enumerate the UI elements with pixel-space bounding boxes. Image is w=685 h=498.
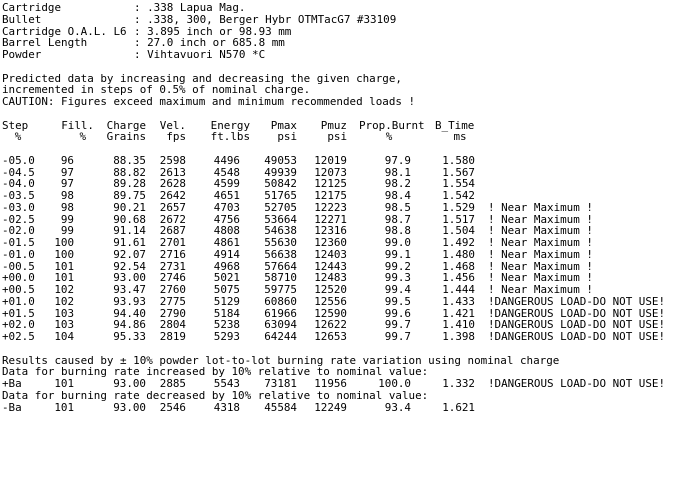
cell-charge: 95.33 bbox=[113, 330, 146, 343]
header-step: Step bbox=[2, 118, 29, 132]
info-value: : .338, 300, Berger Hybr OTMTacG7 #33109 bbox=[134, 12, 397, 26]
cell-charge: 88.35 bbox=[113, 153, 146, 167]
cell-energy: 5543 bbox=[213, 377, 240, 390]
cell-btime: 1.410 bbox=[442, 318, 475, 332]
cell-energy: 5184 bbox=[213, 306, 240, 320]
cell-vel: 2613 bbox=[159, 165, 186, 179]
cell-step: -00.5 bbox=[2, 259, 35, 273]
cell-fill: 102 bbox=[54, 294, 74, 308]
cell-energy: 5293 bbox=[213, 330, 240, 343]
cell-burnt: 99.2 bbox=[384, 259, 411, 273]
info-label: Barrel Length bbox=[2, 36, 88, 50]
blank-line bbox=[2, 61, 685, 73]
blank-line bbox=[2, 143, 685, 155]
cell-energy: 4861 bbox=[213, 236, 240, 249]
table-row bbox=[2, 155, 685, 167]
cell-step: -02.5 bbox=[2, 212, 35, 226]
info-label: Cartridge O.A.L. L6 bbox=[2, 24, 127, 38]
table-row bbox=[2, 331, 685, 343]
info-line bbox=[2, 37, 685, 49]
info-line bbox=[2, 49, 685, 61]
table-row bbox=[2, 296, 685, 308]
cell-btime: 1.542 bbox=[442, 189, 475, 202]
cell-charge: 90.21 bbox=[113, 200, 146, 214]
info-label: Cartridge bbox=[2, 1, 62, 14]
cell-burnt: 98.5 bbox=[384, 200, 411, 214]
unit-burnt: % bbox=[385, 130, 393, 144]
cell-vel: 2701 bbox=[159, 236, 186, 249]
cell-pmuz: 12316 bbox=[314, 224, 347, 238]
cell-note: !DANGEROUS LOAD-DO NOT USE! bbox=[488, 330, 666, 343]
blank-line bbox=[2, 108, 685, 120]
cell-btime: 1.456 bbox=[442, 271, 475, 285]
cell-btime: 1.421 bbox=[442, 306, 475, 320]
cell-burnt: 98.1 bbox=[384, 165, 411, 179]
cell-fill: 97 bbox=[60, 165, 74, 179]
cell-pmax: 61966 bbox=[264, 306, 297, 320]
cell-pmax: 51765 bbox=[264, 189, 297, 202]
cell-pmuz: 12223 bbox=[314, 200, 347, 214]
cell-charge: 91.14 bbox=[113, 224, 146, 238]
cell-energy: 5238 bbox=[213, 318, 240, 332]
cell-energy: 4496 bbox=[213, 153, 240, 167]
decreased-rate-table bbox=[2, 402, 685, 414]
cell-step: -01.5 bbox=[2, 236, 35, 249]
header-energy: Energy bbox=[210, 118, 250, 132]
blank-line bbox=[2, 343, 685, 355]
cell-pmuz: 12175 bbox=[314, 189, 347, 202]
cell-charge: 92.54 bbox=[113, 259, 146, 273]
table-row bbox=[2, 378, 685, 390]
cell-btime: 1.332 bbox=[442, 377, 475, 390]
unit-charge: Grains bbox=[106, 130, 146, 144]
info-line bbox=[2, 14, 685, 26]
info-value: : .338 Lapua Mag. bbox=[134, 1, 246, 14]
cell-pmax: 52705 bbox=[264, 200, 297, 214]
table-row bbox=[2, 284, 685, 296]
cell-burnt: 98.8 bbox=[384, 224, 411, 238]
header-fill: Fill. bbox=[61, 118, 94, 132]
cell-vel: 2731 bbox=[159, 259, 186, 273]
cell-pmax: 64244 bbox=[264, 330, 297, 343]
table-row bbox=[2, 402, 685, 414]
cell-burnt: 99.4 bbox=[384, 283, 411, 296]
intro-line-2: incremented in steps of 0.5% of nominal charge. bbox=[2, 83, 311, 97]
cell-note: ! Near Maximum ! bbox=[488, 247, 593, 261]
cell-fill: 102 bbox=[54, 283, 74, 296]
cell-energy: 5075 bbox=[213, 283, 240, 296]
cell-pmuz: 12019 bbox=[314, 153, 347, 167]
cell-pmax: 53664 bbox=[264, 212, 297, 226]
cell-burnt: 99.7 bbox=[384, 330, 411, 343]
table-row bbox=[2, 237, 685, 249]
cell-pmuz: 12483 bbox=[314, 271, 347, 285]
cell-fill: 101 bbox=[54, 377, 74, 390]
cell-note: ! Near Maximum ! bbox=[488, 236, 593, 249]
cell-pmax: 60860 bbox=[264, 294, 297, 308]
cell-fill: 100 bbox=[54, 247, 74, 261]
cell-vel: 2760 bbox=[159, 283, 186, 296]
cell-fill: 101 bbox=[54, 271, 74, 285]
header-pmax: Pmax bbox=[270, 118, 297, 132]
results-table bbox=[2, 155, 685, 343]
cell-fill: 101 bbox=[54, 400, 74, 414]
cell-pmax: 45584 bbox=[264, 400, 297, 414]
cell-charge: 90.68 bbox=[113, 212, 146, 226]
cell-fill: 97 bbox=[60, 177, 74, 191]
cell-pmax: 56638 bbox=[264, 247, 297, 261]
cell-pmax: 55630 bbox=[264, 236, 297, 249]
cell-vel: 2746 bbox=[159, 271, 186, 285]
cell-burnt: 97.9 bbox=[384, 153, 411, 167]
cell-vel: 2804 bbox=[159, 318, 186, 332]
increased-caption: Data for burning rate increased by 10% relative to nominal value: bbox=[2, 365, 429, 379]
cell-fill: 98 bbox=[60, 189, 74, 202]
cell-vel: 2657 bbox=[159, 200, 186, 214]
unit-energy: ft.lbs bbox=[210, 130, 250, 144]
cell-step: -04.5 bbox=[2, 165, 35, 179]
cell-vel: 2790 bbox=[159, 306, 186, 320]
cell-step: -05.0 bbox=[2, 153, 35, 167]
table-row bbox=[2, 202, 685, 214]
decreased-caption: Data for burning rate decreased by 10% relative to nominal value: bbox=[2, 388, 429, 402]
info-value: : 3.895 inch or 98.93 mm bbox=[134, 24, 292, 38]
cell-burnt: 99.5 bbox=[384, 294, 411, 308]
cell-pmax: 57664 bbox=[264, 259, 297, 273]
cell-vel: 2628 bbox=[159, 177, 186, 191]
cell-burnt: 98.7 bbox=[384, 212, 411, 226]
cell-burnt: 99.0 bbox=[384, 236, 411, 249]
cell-vel: 2687 bbox=[159, 224, 186, 238]
cell-btime: 1.492 bbox=[442, 236, 475, 249]
cell-step: +00.5 bbox=[2, 283, 35, 296]
cell-pmuz: 12556 bbox=[314, 294, 347, 308]
cell-btime: 1.529 bbox=[442, 200, 475, 214]
cell-pmax: 49939 bbox=[264, 165, 297, 179]
cell-fill: 96 bbox=[60, 153, 74, 167]
cell-step: -Ba bbox=[2, 400, 22, 414]
cell-step: +01.5 bbox=[2, 306, 35, 320]
info-line bbox=[2, 2, 685, 14]
cell-pmuz: 12443 bbox=[314, 259, 347, 273]
cell-pmuz: 12360 bbox=[314, 236, 347, 249]
cell-pmuz: 12125 bbox=[314, 177, 347, 191]
cell-burnt: 93.4 bbox=[384, 400, 411, 414]
caution-line: CAUTION: Figures exceed maximum and minimum recommended loads ! bbox=[2, 95, 416, 108]
cell-note: ! Near Maximum ! bbox=[488, 271, 593, 285]
cell-burnt: 99.3 bbox=[384, 271, 411, 285]
cell-pmax: 73181 bbox=[264, 377, 297, 390]
table-row bbox=[2, 249, 685, 261]
cell-note: !DANGEROUS LOAD-DO NOT USE! bbox=[488, 294, 666, 308]
cell-vel: 2642 bbox=[159, 189, 186, 202]
cell-btime: 1.554 bbox=[442, 177, 475, 191]
unit-step: % bbox=[14, 130, 22, 144]
cell-charge: 91.61 bbox=[113, 236, 146, 249]
cell-note: ! Near Maximum ! bbox=[488, 224, 593, 238]
header-pmuz: Pmuz bbox=[320, 118, 347, 132]
cell-burnt: 98.4 bbox=[384, 189, 411, 202]
cell-charge: 93.00 bbox=[113, 400, 146, 414]
cell-btime: 1.504 bbox=[442, 224, 475, 238]
intro-line-1: Predicted data by increasing and decreasing the given charge, bbox=[2, 71, 402, 85]
cell-vel: 2775 bbox=[159, 294, 186, 308]
cell-energy: 5021 bbox=[213, 271, 240, 285]
cell-charge: 89.28 bbox=[113, 177, 146, 191]
cell-pmax: 50842 bbox=[264, 177, 297, 191]
cell-energy: 5129 bbox=[213, 294, 240, 308]
cell-note: ! Near Maximum ! bbox=[488, 283, 593, 296]
unit-vel: fps bbox=[166, 130, 186, 144]
cell-vel: 2546 bbox=[159, 400, 186, 414]
cell-fill: 99 bbox=[60, 224, 74, 238]
cell-step: +02.0 bbox=[2, 318, 35, 332]
cell-vel: 2716 bbox=[159, 247, 186, 261]
cell-pmuz: 12590 bbox=[314, 306, 347, 320]
cell-burnt: 98.2 bbox=[384, 177, 411, 191]
cell-burnt: 100.0 bbox=[378, 377, 411, 390]
cell-btime: 1.517 bbox=[442, 212, 475, 226]
cell-step: +00.0 bbox=[2, 271, 35, 285]
cell-note: ! Near Maximum ! bbox=[488, 212, 593, 226]
cell-energy: 4548 bbox=[213, 165, 240, 179]
cell-btime: 1.398 bbox=[442, 330, 475, 343]
cell-step: -01.0 bbox=[2, 247, 35, 261]
info-value: : 27.0 inch or 685.8 mm bbox=[134, 36, 285, 50]
cell-fill: 103 bbox=[54, 306, 74, 320]
cell-step: -03.0 bbox=[2, 200, 35, 214]
info-label: Powder bbox=[2, 48, 42, 61]
header-btime: B_Time bbox=[435, 118, 475, 132]
cell-vel: 2885 bbox=[159, 377, 186, 390]
cell-step: -02.0 bbox=[2, 224, 35, 238]
cell-pmuz: 12520 bbox=[314, 283, 347, 296]
cell-step: -04.0 bbox=[2, 177, 35, 191]
cell-pmax: 58710 bbox=[264, 271, 297, 285]
cell-pmuz: 11956 bbox=[314, 377, 347, 390]
cell-pmax: 54638 bbox=[264, 224, 297, 238]
cell-step: -03.5 bbox=[2, 189, 35, 202]
cell-energy: 4968 bbox=[213, 259, 240, 273]
cell-charge: 93.00 bbox=[113, 377, 146, 390]
cell-fill: 104 bbox=[54, 330, 74, 343]
cell-charge: 89.75 bbox=[113, 189, 146, 202]
cell-btime: 1.621 bbox=[442, 400, 475, 414]
cell-burnt: 99.7 bbox=[384, 318, 411, 332]
cell-pmuz: 12073 bbox=[314, 165, 347, 179]
header-burnt: Prop.Burnt bbox=[359, 118, 425, 132]
cell-vel: 2672 bbox=[159, 212, 186, 226]
cell-pmuz: 12249 bbox=[314, 400, 347, 414]
cell-charge: 88.82 bbox=[113, 165, 146, 179]
cell-pmuz: 12271 bbox=[314, 212, 347, 226]
cell-pmuz: 12403 bbox=[314, 247, 347, 261]
cell-energy: 4651 bbox=[213, 189, 240, 202]
cell-energy: 4599 bbox=[213, 177, 240, 191]
info-value: : Vihtavuori N570 *C bbox=[134, 48, 266, 61]
cell-note: !DANGEROUS LOAD-DO NOT USE! bbox=[488, 377, 666, 390]
cell-pmax: 63094 bbox=[264, 318, 297, 332]
cell-energy: 4318 bbox=[213, 400, 240, 414]
cell-burnt: 99.1 bbox=[384, 247, 411, 261]
cell-btime: 1.468 bbox=[442, 259, 475, 273]
cell-pmax: 59775 bbox=[264, 283, 297, 296]
unit-pmax: psi bbox=[277, 130, 297, 144]
cell-burnt: 99.6 bbox=[384, 306, 411, 320]
header-vel: Vel. bbox=[159, 118, 186, 132]
info-line bbox=[2, 26, 685, 38]
cell-pmuz: 12622 bbox=[314, 318, 347, 332]
cell-btime: 1.480 bbox=[442, 247, 475, 261]
cell-step: +02.5 bbox=[2, 330, 35, 343]
cell-fill: 100 bbox=[54, 236, 74, 249]
increased-rate-table bbox=[2, 378, 685, 390]
info-label: Bullet bbox=[2, 12, 42, 26]
cell-charge: 92.07 bbox=[113, 247, 146, 261]
cell-fill: 101 bbox=[54, 259, 74, 273]
variation-title: Results caused by ± 10% powder lot-to-lot burning rate variation using nominal charge bbox=[2, 353, 560, 367]
cell-energy: 4703 bbox=[213, 200, 240, 214]
cell-note: !DANGEROUS LOAD-DO NOT USE! bbox=[488, 306, 666, 320]
cell-charge: 93.93 bbox=[113, 294, 146, 308]
cell-btime: 1.433 bbox=[442, 294, 475, 308]
cartridge-info bbox=[2, 2, 685, 61]
unit-fill: % bbox=[79, 130, 86, 144]
cell-step: +Ba bbox=[2, 377, 22, 390]
cell-note: ! Near Maximum ! bbox=[488, 259, 593, 273]
cell-vel: 2598 bbox=[159, 153, 186, 167]
unit-pmuz: psi bbox=[327, 130, 347, 144]
cell-charge: 93.47 bbox=[113, 283, 146, 296]
header-charge: Charge bbox=[106, 118, 146, 132]
cell-btime: 1.444 bbox=[442, 283, 475, 296]
cell-pmax: 49053 bbox=[264, 153, 297, 167]
cell-note: ! Near Maximum ! bbox=[488, 200, 593, 214]
cell-fill: 103 bbox=[54, 318, 74, 332]
cell-energy: 4914 bbox=[213, 247, 240, 261]
cell-pmuz: 12653 bbox=[314, 330, 347, 343]
table-header-bottom bbox=[2, 131, 685, 143]
cell-charge: 94.86 bbox=[113, 318, 146, 332]
cell-charge: 94.40 bbox=[113, 306, 146, 320]
cell-vel: 2819 bbox=[159, 330, 186, 343]
table-row bbox=[2, 190, 685, 202]
cell-fill: 99 bbox=[60, 212, 74, 226]
cell-fill: 98 bbox=[60, 200, 74, 214]
cell-charge: 93.00 bbox=[113, 271, 146, 285]
cell-btime: 1.567 bbox=[442, 165, 475, 179]
unit-btime: ms bbox=[453, 130, 467, 144]
cell-btime: 1.580 bbox=[442, 153, 475, 167]
cell-energy: 4808 bbox=[213, 224, 240, 238]
cell-step: +01.0 bbox=[2, 294, 35, 308]
cell-note: !DANGEROUS LOAD-DO NOT USE! bbox=[488, 318, 666, 332]
cell-energy: 4756 bbox=[213, 212, 240, 226]
